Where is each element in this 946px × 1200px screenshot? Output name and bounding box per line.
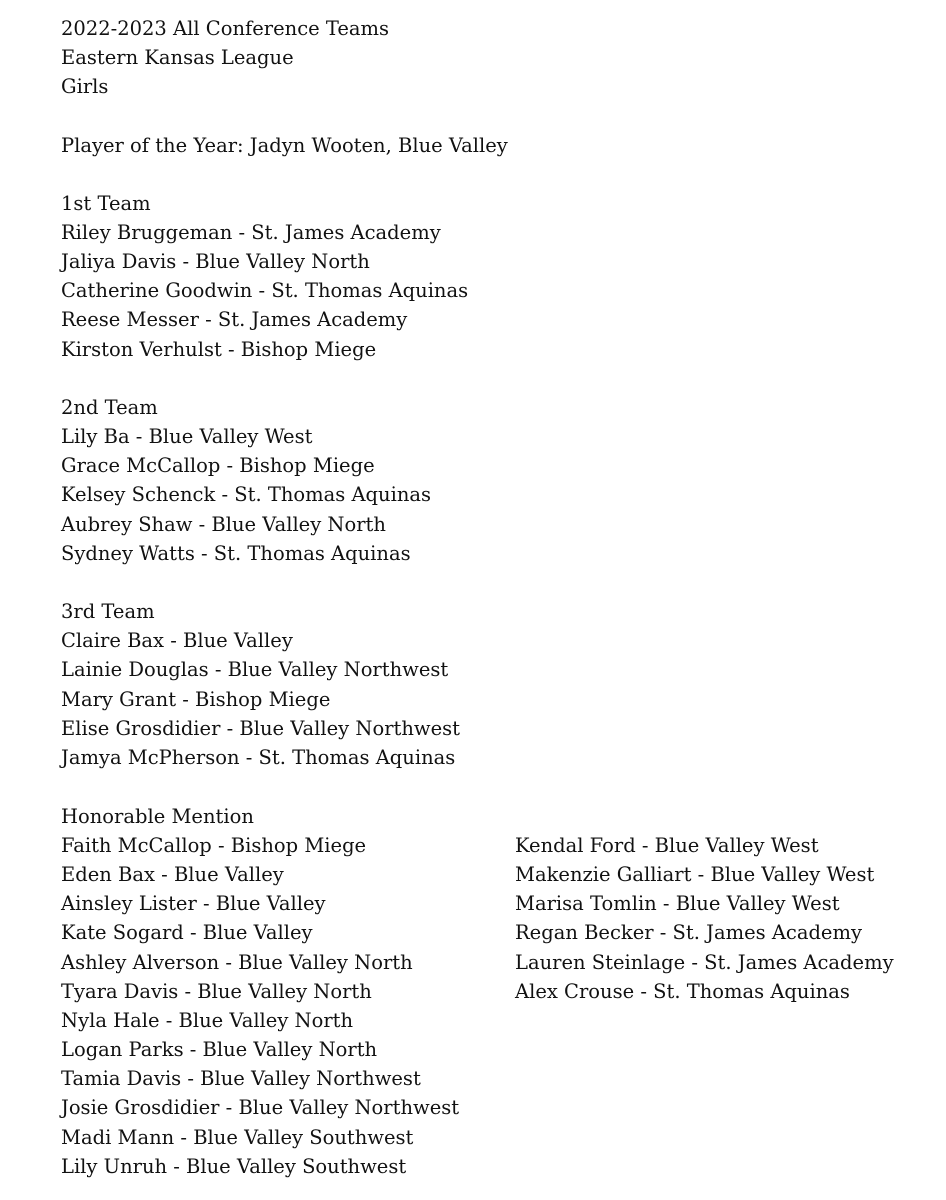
first-team-heading: 1st Team bbox=[61, 192, 151, 215]
second-team-player: Sydney Watts - St. Thomas Aquinas bbox=[61, 542, 411, 565]
honorable-mention-player: Nyla Hale - Blue Valley North bbox=[61, 1009, 354, 1032]
second-team-player: Kelsey Schenck - St. Thomas Aquinas bbox=[61, 483, 432, 506]
third-team-player: Elise Grosdidier - Blue Valley Northwest bbox=[61, 717, 460, 740]
second-team-player: Aubrey Shaw - Blue Valley North bbox=[61, 513, 386, 536]
league-name: Eastern Kansas League bbox=[61, 46, 294, 69]
division-label: Girls bbox=[61, 75, 109, 98]
honorable-mention-heading: Honorable Mention bbox=[61, 805, 254, 828]
third-team-player: Mary Grant - Bishop Miege bbox=[61, 688, 331, 711]
honorable-mention-player: Madi Mann - Blue Valley Southwest bbox=[61, 1126, 414, 1149]
player-of-the-year: Player of the Year: Jadyn Wooten, Blue Valley bbox=[61, 134, 508, 157]
first-team-player: Catherine Goodwin - St. Thomas Aquinas bbox=[61, 279, 469, 302]
third-team-heading: 3rd Team bbox=[61, 600, 155, 623]
honorable-mention-player: Lauren Steinlage - St. James Academy bbox=[515, 951, 894, 974]
third-team-player: Lainie Douglas - Blue Valley Northwest bbox=[61, 658, 449, 681]
first-team-player: Kirston Verhulst - Bishop Miege bbox=[61, 338, 377, 361]
third-team-player: Jamya McPherson - St. Thomas Aquinas bbox=[61, 746, 456, 769]
honorable-mention-player: Regan Becker - St. James Academy bbox=[515, 921, 862, 944]
second-team-player: Lily Ba - Blue Valley West bbox=[61, 425, 313, 448]
honorable-mention-player: Faith McCallop - Bishop Miege bbox=[61, 834, 367, 857]
honorable-mention-player: Makenzie Galliart - Blue Valley West bbox=[515, 863, 875, 886]
honorable-mention-player: Eden Bax - Blue Valley bbox=[61, 863, 284, 886]
honorable-mention-player: Josie Grosdidier - Blue Valley Northwest bbox=[61, 1096, 460, 1119]
second-team-player: Grace McCallop - Bishop Miege bbox=[61, 454, 375, 477]
honorable-mention-player: Tamia Davis - Blue Valley Northwest bbox=[61, 1067, 421, 1090]
honorable-mention-player: Logan Parks - Blue Valley North bbox=[61, 1038, 378, 1061]
honorable-mention-player: Kendal Ford - Blue Valley West bbox=[515, 834, 819, 857]
first-team-player: Jaliya Davis - Blue Valley North bbox=[61, 250, 370, 273]
honorable-mention-player: Lily Unruh - Blue Valley Southwest bbox=[61, 1155, 407, 1178]
third-team-player: Claire Bax - Blue Valley bbox=[61, 629, 293, 652]
honorable-mention-player: Ashley Alverson - Blue Valley North bbox=[61, 951, 413, 974]
honorable-mention-player: Tyara Davis - Blue Valley North bbox=[61, 980, 372, 1003]
first-team-player: Riley Bruggeman - St. James Academy bbox=[61, 221, 441, 244]
second-team-heading: 2nd Team bbox=[61, 396, 158, 419]
first-team-player: Reese Messer - St. James Academy bbox=[61, 308, 408, 331]
honorable-mention-player: Ainsley Lister - Blue Valley bbox=[61, 892, 326, 915]
honorable-mention-player: Kate Sogard - Blue Valley bbox=[61, 921, 313, 944]
honorable-mention-player: Marisa Tomlin - Blue Valley West bbox=[515, 892, 840, 915]
honorable-mention-player: Alex Crouse - St. Thomas Aquinas bbox=[515, 980, 850, 1003]
document-title: 2022-2023 All Conference Teams bbox=[61, 17, 390, 40]
